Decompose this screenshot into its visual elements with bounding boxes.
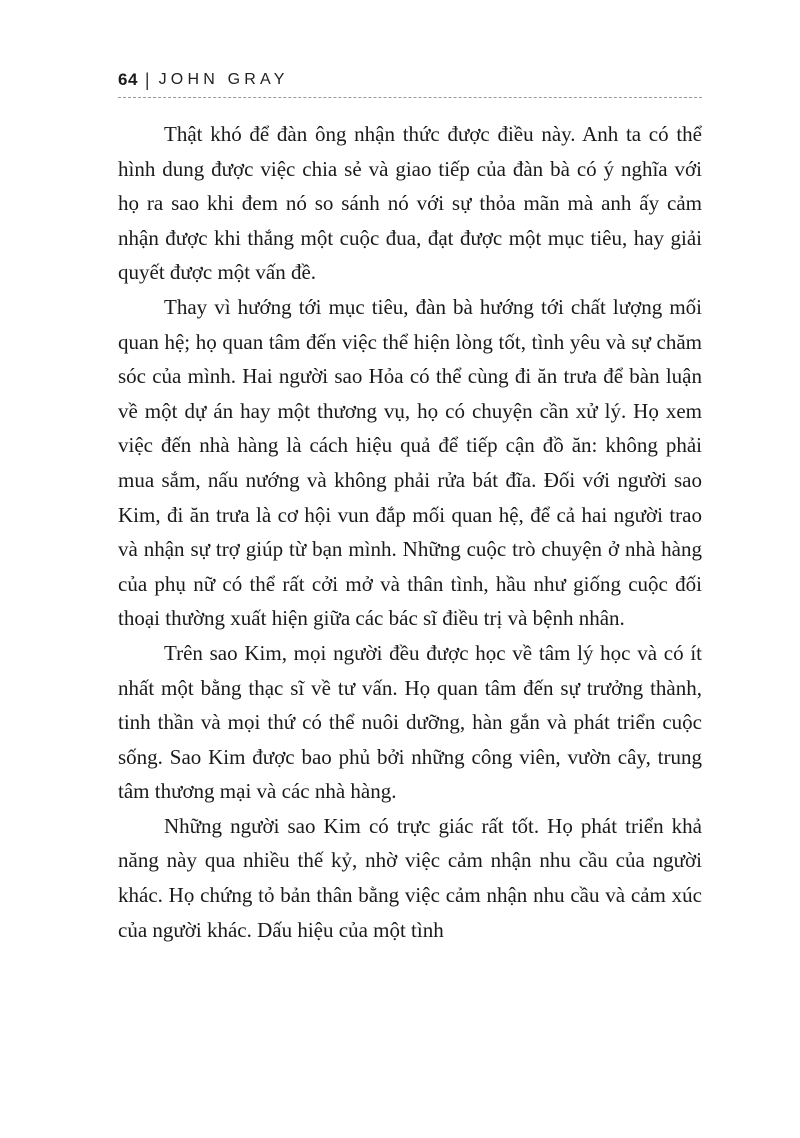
- author-running-title: JOHN GRAY: [158, 71, 289, 88]
- header-separator: |: [144, 69, 150, 90]
- paragraph-1: Thật khó để đàn ông nhận thức được điều này. Anh ta có thể hình dung được việc chia sẻ và giao tiếp của đàn bà có ý nghĩa với họ ra sao khi đem nó so sánh nó với sự thỏa mãn mà anh ấy cảm nhận được khi thắng một cuộc đua, đạt được một mục tiêu, hay giải quyết được một vấn đề.: [118, 122, 702, 285]
- running-header: [118, 64, 702, 96]
- body-text: [118, 117, 702, 947]
- paragraph-2: Thay vì hướng tới mục tiêu, đàn bà hướng tới chất lượng mối quan hệ; họ quan tâm đến việc thể hiện lòng tốt, tình yêu và sự chăm sóc của mình. Hai người sao Hỏa có thể cùng đi ăn trưa để bàn luận về một dự án hay một thương vụ, họ có chuyện cần xử lý. Họ xem việc đến nhà hàng là cách hiệu quả để tiếp cận đồ ăn: không phải mua sắm, nấu nướng và không phải rửa bát đĩa. Đối với người sao Kim, đi ăn trưa là cơ hội vun đắp mối quan hệ, để cả hai người trao và nhận sự trợ giúp từ bạn mình. Những cuộc trò chuyện ở nhà hàng của phụ nữ có thể rất cởi mở và thân tình, hầu như giống cuộc đối thoại thường xuất hiện giữa các bác sĩ điều trị và bệnh nhân.: [118, 294, 702, 631]
- paragraph-4: Những người sao Kim có trực giác rất tốt. Họ phát triển khả năng này qua nhiều thế kỷ, nhờ việc cảm nhận nhu cầu của người khác. Họ chứng tỏ bản thân bằng việc cảm nhận nhu cầu và cảm xúc của người khác. Dấu hiệu của một tình: [118, 813, 702, 942]
- paragraph-3: Trên sao Kim, mọi người đều được học về tâm lý học và có ít nhất một bằng thạc sĩ về tư vấn. Họ quan tâm đến sự trưởng thành, tinh thần và mọi thứ có thể nuôi dưỡng, hàn gắn và phát triển cuộc sống. Sao Kim được bao phủ bởi những công viên, vườn cây, trung tâm thương mại và các nhà hàng.: [118, 640, 702, 804]
- header-dashed-rule: [118, 97, 702, 98]
- page-number: 64: [118, 70, 138, 89]
